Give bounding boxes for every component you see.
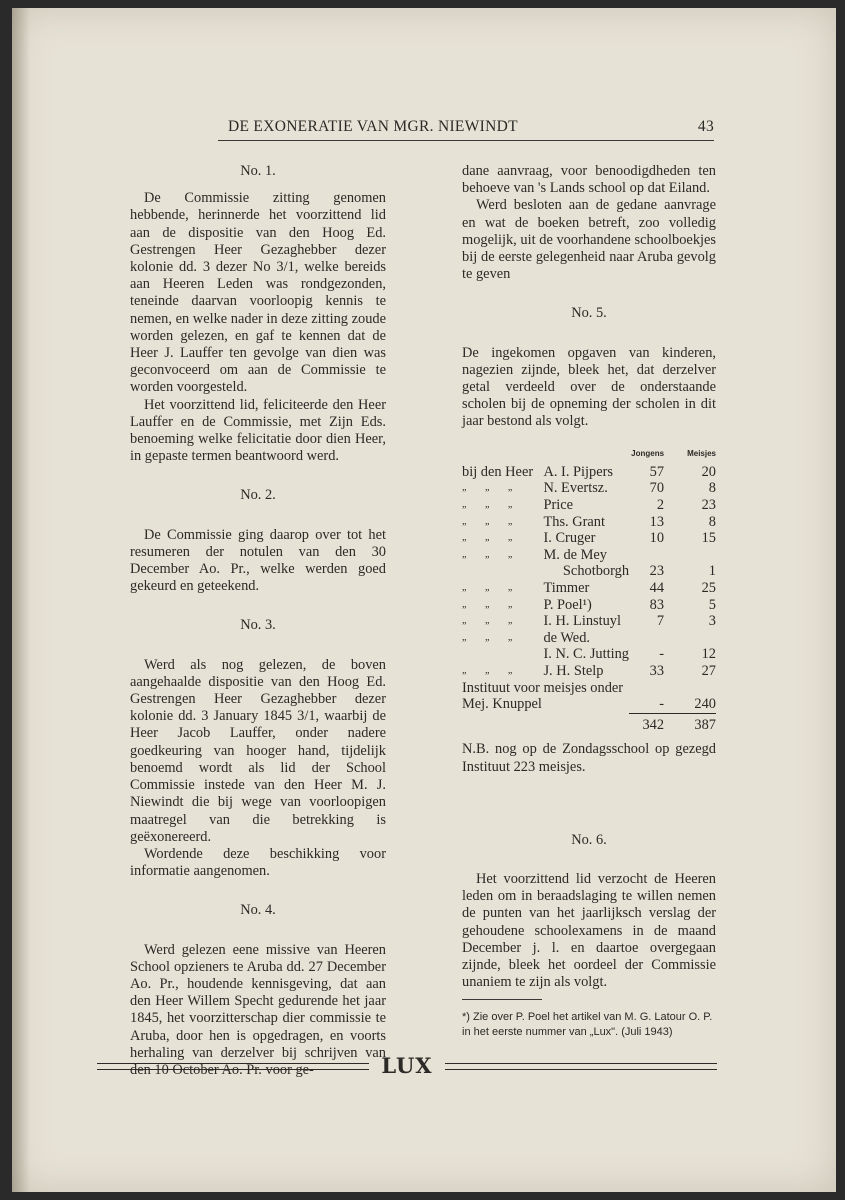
row-prefix: „ „ „ (462, 582, 521, 593)
section-heading-3: No. 3. (240, 617, 276, 634)
row-boys: 70 (649, 480, 665, 497)
row-prefix: bij den Heer (462, 463, 534, 480)
row-prefix: „ „ „ (462, 598, 521, 610)
page (12, 8, 836, 1192)
paragraph: dane aanvraag, voor benoodigdheden ten behoeve van 's Lands school op dat Eiland. (462, 163, 716, 197)
section-heading-4: No. 4. (240, 902, 276, 919)
row-prefix: „ „ „ (462, 548, 521, 560)
section-heading-6: No. 6. (571, 831, 607, 848)
row-name: J. H. Stelp (543, 662, 604, 679)
paragraph: Het voorzittend lid verzocht de Heeren leden om in beraadslaging te willen nemen de punten van het jaarlijksch verslag der gehoudene schoolexamens in de maand December j. l. en daartoe overgegaan zijnde, bleek het oordeel der Commissie unaniem te zijn als volgt. (462, 870, 716, 991)
running-title: DE EXONERATIE VAN MGR. NIEWINDT (228, 118, 518, 135)
institute-line1: Instituut voor meisjes onder (462, 679, 624, 696)
column-header-girls: Meisjes (687, 448, 716, 458)
row-girls (664, 547, 716, 564)
row-name: I. H. Linstuyl (543, 613, 621, 630)
row-boys: - (659, 646, 665, 663)
row-prefix: „ „ „ (462, 664, 521, 676)
row-prefix: „ „ „ (462, 532, 521, 544)
table-row (462, 663, 716, 680)
row-boys: 83 (649, 596, 665, 613)
row-girls: 25 (701, 580, 716, 596)
footer-bar (97, 1053, 717, 1078)
table-row (462, 580, 716, 597)
row-name: Timmer (543, 580, 590, 596)
column-header-boys: Jongens (631, 448, 665, 458)
row-name: A. I. Pijpers (543, 463, 614, 480)
paragraph: De Commissie zitting genomen hebbende, herinnerde het voorzittend lid aan de dispositie van den Hoog Ed. Gestrengen Heer Gezaghebber dezer kolonie dd. 3 dezer No 3/1, welke bereids aan Heeren Leden was rondgezonden, teneinde daarvan voorloopig kennis te nemen, en welke nader in deze zitting zoude worden gelezen, en gaf te kennen dat de Heer J. Lauffer ten gevolge van dien was geconvoceerd om aan de Commissie te worden voorgesteld. (130, 190, 386, 396)
section-heading-5: No. 5. (571, 305, 607, 322)
footnote-rule (462, 999, 542, 1000)
row-boys (629, 630, 664, 647)
table-row (462, 497, 716, 514)
row-name: Schotborgh (562, 563, 630, 580)
table-row (462, 464, 716, 481)
row-name: N. Evertsz. (543, 480, 608, 497)
section-heading-1: No. 1. (240, 163, 276, 179)
row-boys: 2 (656, 497, 665, 514)
running-head (218, 116, 714, 141)
row-prefix: „ „ „ (462, 515, 521, 527)
paragraph: Werd besloten aan de gedane aanvrage en wat de boeken betreft, zoo volledig mogelijk, uit de voorhandene schoolboekjes bij de eerste gelegenheid naar Aruba gevolg te geven (462, 197, 716, 283)
nb-note: N.B. nog op de Zondagsschool op gezegd Instituut 223 meisjes. (462, 741, 716, 775)
institute-line2: Mej. Knuppel (462, 696, 542, 713)
row-boys (629, 547, 664, 564)
row-girls: 23 (701, 497, 716, 514)
section-heading-2: No. 2. (240, 487, 276, 504)
footer-rule-right (445, 1063, 717, 1070)
table-row (462, 547, 716, 564)
row-prefix: „ „ „ (462, 631, 521, 643)
row-prefix: „ „ „ (462, 482, 521, 494)
paragraph: Werd gelezen eene missive van Heeren School opzieners te Aruba dd. 27 December Ao. Pr., houdende kennisgeving, dat aan den Heer Willem Specht gedurende het jaar 1845, het voorzitterschap dier commissie te Aruba, door hen is opgedragen, en voorts herhaling van derzelver bij schrijven van den 10 October Ao. Pr. voor ge- (130, 941, 386, 1078)
row-boys: 57 (649, 463, 665, 480)
table-row (462, 613, 716, 630)
school-table (462, 445, 716, 734)
paragraph: De Commissie ging daarop over tot het resumeren der notulen van den 30 December Ao. Pr., welke werden goed gekeurd en geteekend. (130, 526, 386, 595)
table-row (462, 597, 716, 614)
footer-rule-left (97, 1063, 369, 1070)
row-prefix: „ „ „ (462, 499, 521, 511)
footnote: *) Zie over P. Poel het artikel van M. G. Latour O. P. in het eerste nummer van „Lux". (Juli 1943) (462, 1011, 713, 1038)
table-row (462, 696, 716, 713)
paragraph: De ingekomen opgaven van kinderen, nagezien zijnde, bleek het, dat derzelver getal verdeeld over de onderstaande scholen bij de opneming der scholen in dit jaar bestond als volgt. (462, 344, 716, 430)
row-name: I. Cruger (543, 530, 596, 547)
row-girls: 8 (708, 513, 716, 530)
right-column (462, 163, 716, 1039)
table-row (462, 646, 716, 663)
row-girls: 5 (708, 596, 716, 613)
row-girls: 8 (708, 480, 716, 497)
total-boys: 342 (629, 713, 664, 733)
table-row (462, 630, 716, 647)
row-boys: 44 (649, 580, 665, 596)
row-name: P. Poel¹) (543, 596, 592, 613)
row-girls: 3 (708, 613, 716, 630)
row-girls: 1 (708, 563, 716, 580)
row-boys: 7 (656, 613, 665, 630)
row-name: I. N. C. Jutting (543, 646, 630, 663)
row-boys: 33 (649, 662, 665, 679)
table-row (462, 680, 716, 697)
row-girls: 20 (701, 463, 716, 480)
paragraph: Werd als nog gelezen, de boven aangehaalde dispositie van den Hoog Ed. Gestrengen Heer Gezaghebber dezer kolonie dd. 3 January 1845 3/1, waarbij de Heer Jacob Lauffer, onder nadere goedkeuring van hooger hand, tijdelijk benoemd wordt als lid der School Commissie instede van den Heer M. J. Niewindt die bij wege van voorloopigen maatregel van die betrekking is geëxonereerd. (130, 656, 386, 845)
row-girls: 15 (701, 530, 716, 547)
institute-girls: 240 (694, 696, 716, 713)
row-name: Price (543, 497, 574, 514)
row-boys: 10 (649, 530, 665, 547)
table-row (462, 563, 716, 580)
row-boys: 23 (649, 563, 665, 580)
row-name: Ths. Grant (543, 513, 605, 530)
row-girls (664, 630, 716, 647)
row-boys: 13 (649, 513, 665, 530)
institute-boys: - (659, 696, 665, 713)
total-row (462, 713, 716, 733)
row-girls: 12 (701, 646, 716, 663)
total-girls: 387 (664, 713, 716, 733)
table-row (462, 530, 716, 547)
row-name: M. de Mey (543, 546, 608, 563)
table-row (462, 480, 716, 497)
paragraph: Wordende deze beschikking voor informatie aangenomen. (130, 845, 386, 880)
page-number: 43 (697, 118, 714, 135)
lux-logo: LUX (381, 1053, 433, 1078)
row-girls: 27 (701, 662, 716, 679)
row-prefix (462, 563, 543, 580)
paragraph: Het voorzittend lid, feliciteerde den Heer Lauffer en de Commissie, met Zijn Eds. benoeming welke felicitatie door dien Heer, in gepaste termen beantwoord werd. (130, 396, 386, 465)
table-row (462, 514, 716, 531)
left-column (130, 163, 386, 1079)
row-prefix: „ „ „ (462, 615, 521, 627)
row-name: de Wed. (543, 629, 590, 646)
row-prefix (462, 646, 543, 663)
